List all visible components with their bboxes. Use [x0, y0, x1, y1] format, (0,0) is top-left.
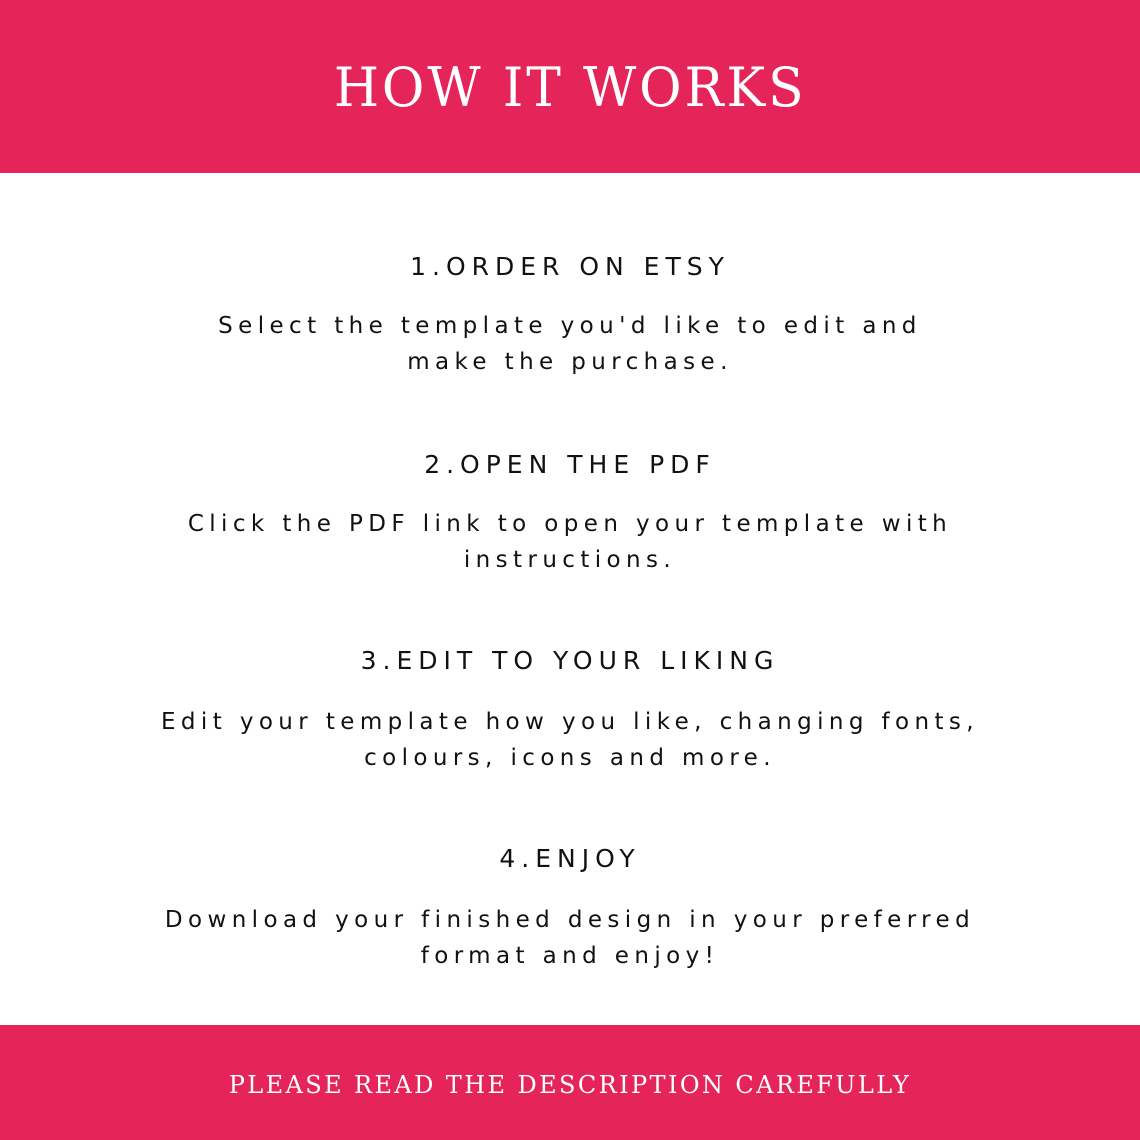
step-4-title: 4.ENJOY: [499, 844, 641, 873]
footer-banner: [0, 1025, 1140, 1140]
step-1-description: [40, 308, 1100, 380]
footer-notice: PLEASE READ THE DESCRIPTION CAREFULLY: [228, 1070, 912, 1099]
step-2-description: [40, 506, 1100, 578]
step-1-description-line-2: make the purchase.: [407, 349, 733, 375]
step-1-title: 1.ORDER ON ETSY: [410, 252, 730, 281]
header-banner: [0, 0, 1140, 173]
step-4-description: [40, 902, 1100, 974]
page-title: HOW IT WORKS: [333, 55, 807, 119]
step-2-description-line-2: instructions.: [463, 547, 677, 573]
step-2-description-line-1: Click the PDF link to open your template with: [187, 511, 953, 537]
step-3-description-line-1: Edit your template how you like, changing fonts,: [160, 709, 980, 735]
step-2-title: 2.OPEN THE PDF: [424, 450, 716, 479]
step-1-description-line-1: Select the template you'd like to edit and: [218, 313, 922, 339]
step-3-description: [40, 704, 1100, 776]
step-4-description-line-2: format and enjoy!: [420, 943, 720, 969]
step-4-description-line-1: Download your finished design in your preferred: [164, 907, 976, 933]
step-3-description-line-2: colours, icons and more.: [364, 745, 776, 771]
step-3-title: 3.EDIT TO YOUR LIKING: [360, 646, 780, 675]
